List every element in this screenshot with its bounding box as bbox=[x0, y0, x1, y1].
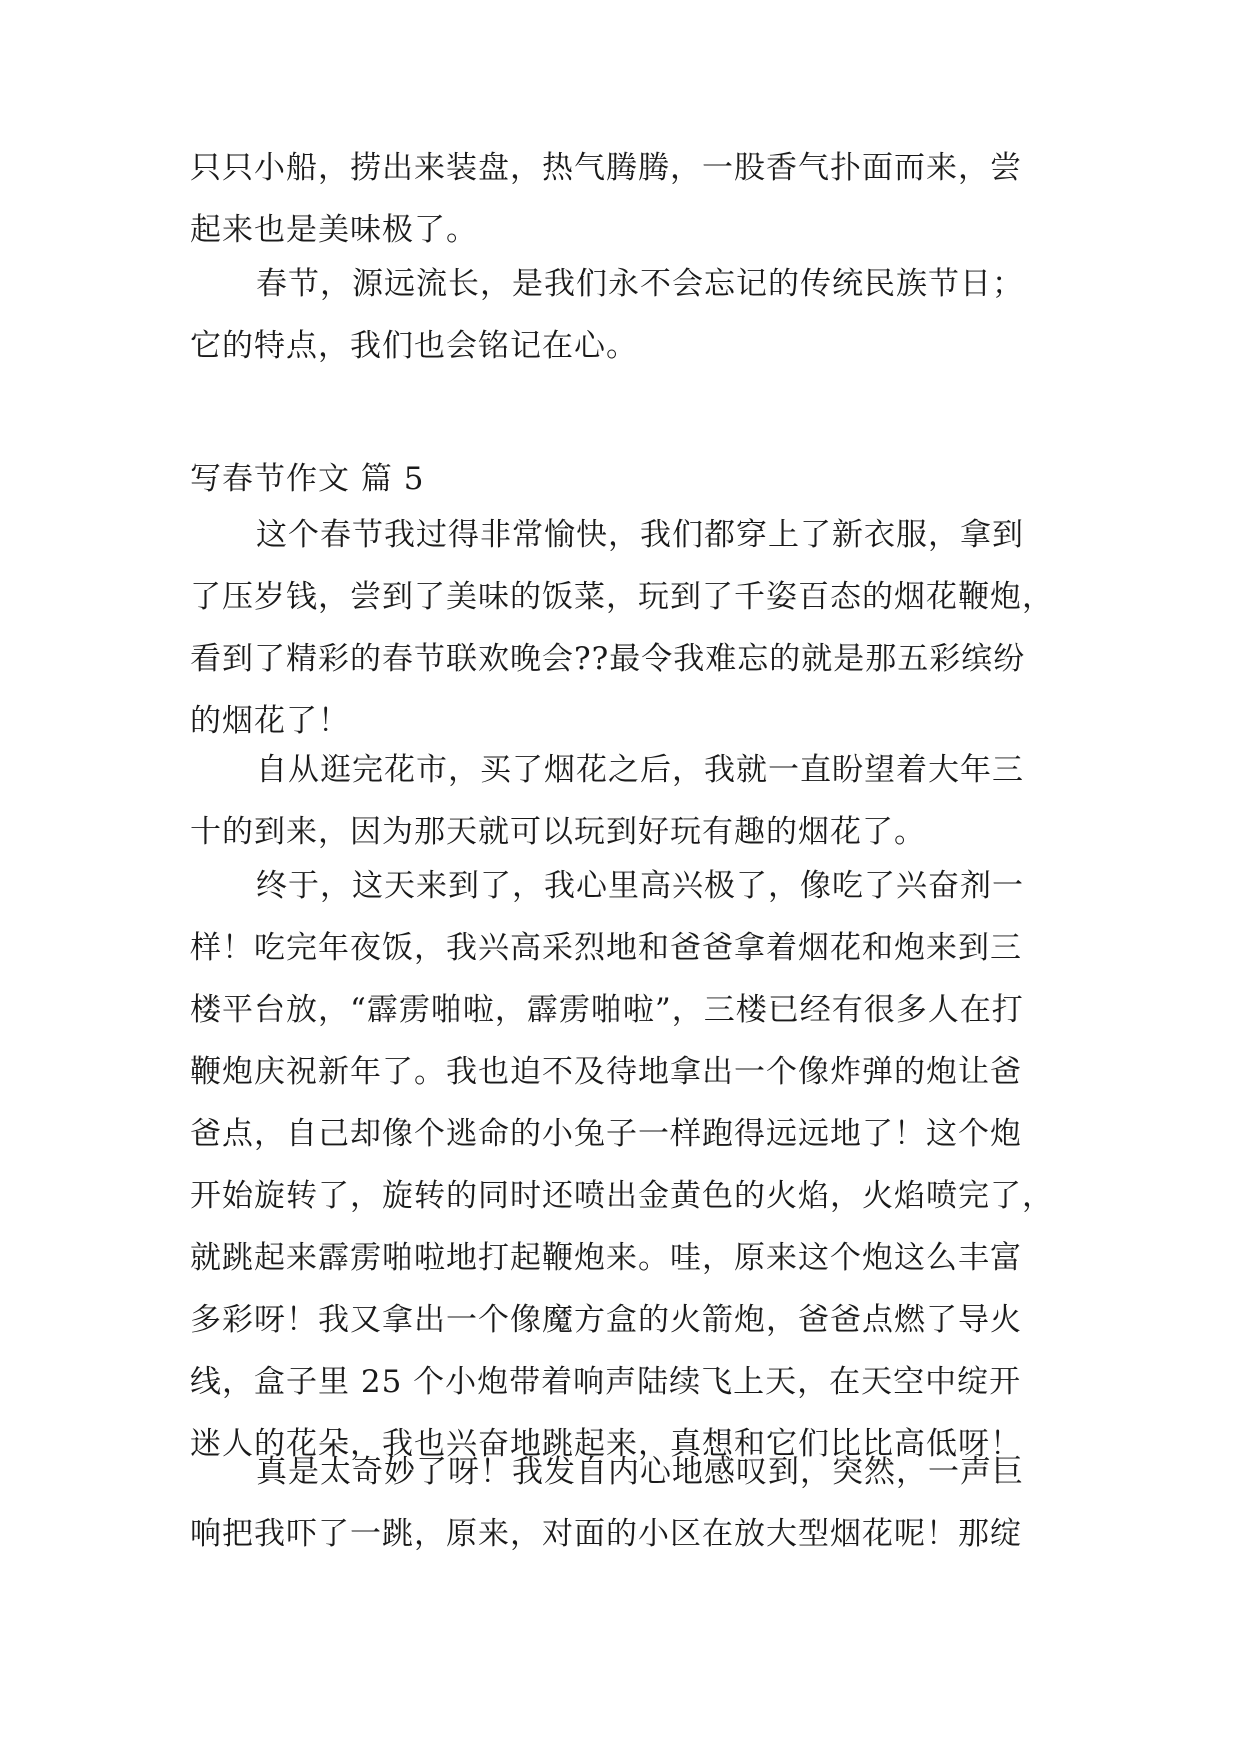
text-line: 只只小船，捞出来装盘，热气腾腾，一股香气扑面而来，尝 bbox=[190, 150, 1022, 186]
text-line: 的烟花了！ bbox=[190, 703, 350, 739]
text-line: 了压岁钱，尝到了美味的饭菜，玩到了千姿百态的烟花鞭炮， bbox=[190, 579, 1054, 615]
essay-paragraph-3 bbox=[190, 855, 1060, 1475]
text-line: 多彩呀！我又拿出一个像魔方盒的火箭炮，爸爸点燃了导火 bbox=[190, 1302, 1022, 1338]
essay-paragraph-1 bbox=[190, 504, 1060, 752]
text-line: 起来也是美味极了。 bbox=[190, 212, 478, 248]
text-line: 终于，这天来到了，我心里高兴极了，像吃了兴奋剂一 bbox=[256, 868, 1024, 904]
text-line: 迷人的花朵，我也兴奋地跳起来，真想和它们比比高低呀！ bbox=[190, 1426, 1022, 1462]
text-line: 响把我吓了一跳，原来，对面的小区在放大型烟花呢！那绽 bbox=[190, 1516, 1022, 1552]
text-line: 自从逛完花市，买了烟花之后，我就一直盼望着大年三 bbox=[256, 752, 1024, 788]
essay-paragraph-2 bbox=[190, 739, 1060, 863]
text-line: 线，盒子里 25 个小炮带着响声陆续飞上天，在天空中绽开 bbox=[190, 1364, 1022, 1400]
text-line: 样！吃完年夜饭，我兴高采烈地和爸爸拿着烟花和炮来到三 bbox=[190, 930, 1022, 966]
text-line: 看到了精彩的春节联欢晚会??最令我难忘的就是那五彩缤纷 bbox=[190, 641, 1026, 677]
text-line: 爸点，自己却像个逃命的小兔子一样跑得远远地了！这个炮 bbox=[190, 1116, 1022, 1152]
section-heading: 写春节作文 篇 5 bbox=[190, 461, 425, 497]
text-line: 这个春节我过得非常愉快，我们都穿上了新衣服，拿到 bbox=[256, 517, 1024, 553]
text-line: 楼平台放，“霹雳啪啦，霹雳啪啦”，三楼已经有很多人在打 bbox=[190, 992, 1024, 1028]
essay-paragraph-4 bbox=[190, 1441, 1060, 1565]
paragraph-conclusion bbox=[190, 253, 1060, 377]
text-line: 真是太奇妙了呀！我发自内心地感叹到，突然，一声巨 bbox=[256, 1454, 1024, 1490]
text-line: 春节，源远流长，是我们永不会忘记的传统民族节日； bbox=[256, 266, 1024, 302]
text-line: 开始旋转了，旋转的同时还喷出金黄色的火焰，火焰喷完了， bbox=[190, 1178, 1054, 1214]
text-line: 鞭炮庆祝新年了。我也迫不及待地拿出一个像炸弹的炮让爸 bbox=[190, 1054, 1022, 1090]
text-line: 就跳起来霹雳啪啦地打起鞭炮来。哇，原来这个炮这么丰富 bbox=[190, 1240, 1022, 1276]
paragraph-continuation bbox=[190, 137, 1060, 261]
text-line: 它的特点，我们也会铭记在心。 bbox=[190, 328, 638, 364]
text-line: 十的到来，因为那天就可以玩到好玩有趣的烟花了。 bbox=[190, 814, 926, 850]
